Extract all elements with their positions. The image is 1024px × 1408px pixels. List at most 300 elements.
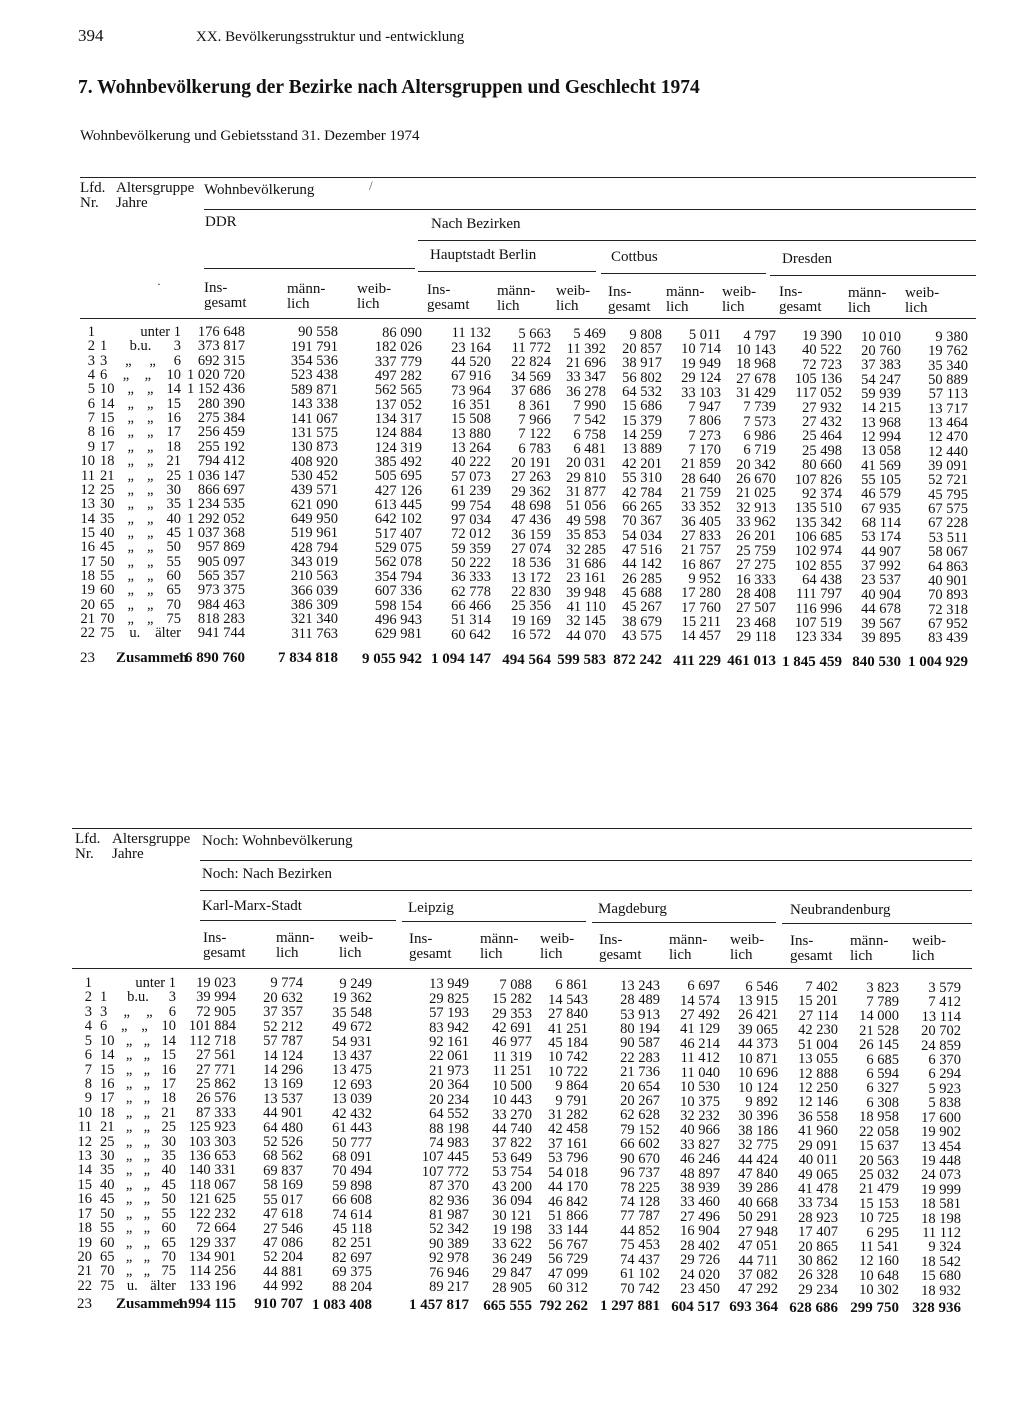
value-cell: 57 113 bbox=[928, 386, 968, 403]
value-cell: 7 573 bbox=[743, 413, 776, 430]
value-cell: 59 898 bbox=[332, 1177, 372, 1194]
age-group: 30 „ „ 35 bbox=[100, 496, 181, 513]
value-cell: 51 056 bbox=[566, 498, 606, 515]
subhead-line: gesamt bbox=[204, 295, 247, 311]
value-cell: 47 618 bbox=[263, 1206, 303, 1223]
value-cell: 866 697 bbox=[197, 481, 245, 498]
value-cell: 10 714 bbox=[681, 341, 721, 358]
value-cell: 137 052 bbox=[374, 396, 422, 413]
row-number: 22 bbox=[77, 1277, 92, 1294]
value-cell: 52 204 bbox=[263, 1249, 303, 1266]
value-cell: 21 759 bbox=[681, 484, 721, 501]
value-cell: 1 234 535 bbox=[187, 496, 245, 513]
value-cell: 19 198 bbox=[492, 1221, 532, 1238]
value-cell: 1 037 368 bbox=[187, 524, 245, 541]
t1-rule-4c bbox=[601, 273, 766, 274]
value-cell: 50 291 bbox=[738, 1209, 778, 1226]
subhead-line: weib- bbox=[912, 933, 947, 949]
value-cell: 114 256 bbox=[189, 1263, 236, 1280]
t2-stub-altersgruppe: Altersgruppe bbox=[112, 831, 191, 847]
value-cell: 26 145 bbox=[859, 1037, 899, 1054]
value-cell: 13 243 bbox=[620, 977, 660, 994]
value-cell: 530 452 bbox=[290, 467, 338, 484]
age-group: 1 b.u. 3 bbox=[100, 989, 176, 1006]
value-cell: 11 412 bbox=[680, 1050, 720, 1067]
age-group: 35 „ „ 40 bbox=[100, 510, 181, 527]
value-cell: 9 324 bbox=[928, 1239, 961, 1256]
value-cell: 18 581 bbox=[921, 1196, 961, 1213]
value-cell: 44 740 bbox=[492, 1120, 532, 1137]
value-cell: 373 817 bbox=[197, 338, 245, 355]
value-cell: 6 697 bbox=[687, 978, 720, 995]
value-cell: 118 067 bbox=[189, 1176, 236, 1193]
subhead-line: lich bbox=[276, 945, 299, 961]
value-cell: 46 214 bbox=[680, 1035, 720, 1052]
value-cell: 26 576 bbox=[196, 1090, 236, 1107]
value-cell: 57 787 bbox=[263, 1033, 303, 1050]
value-cell: 386 309 bbox=[290, 597, 338, 614]
value-cell: 529 075 bbox=[374, 540, 422, 557]
value-cell: 36 558 bbox=[798, 1108, 838, 1125]
value-cell: 90 587 bbox=[620, 1035, 660, 1052]
value-cell: 18 198 bbox=[921, 1210, 961, 1227]
value-cell: 818 283 bbox=[197, 611, 245, 627]
value-cell: 21 973 bbox=[429, 1062, 469, 1079]
age-group: 18 „ „ 21 bbox=[100, 1104, 176, 1121]
value-cell: 10 010 bbox=[861, 328, 901, 345]
value-cell: 89 217 bbox=[429, 1279, 469, 1296]
row-number: 21 bbox=[77, 1263, 92, 1280]
value-cell: 69 837 bbox=[263, 1162, 303, 1179]
t1-head: Wohnbevölkerung bbox=[204, 182, 315, 198]
table-row bbox=[0, 496, 1024, 518]
value-cell: 47 099 bbox=[548, 1265, 588, 1282]
t2-rule-4a bbox=[200, 920, 396, 921]
value-cell: 46 842 bbox=[548, 1193, 588, 1210]
age-group: 75 u. älter bbox=[100, 625, 181, 642]
value-cell: 23 161 bbox=[566, 570, 606, 587]
value-cell: 1 292 052 bbox=[187, 510, 245, 527]
subhead-line: lich bbox=[912, 948, 935, 964]
value-cell: 692 315 bbox=[197, 352, 245, 369]
value-cell: 18 932 bbox=[921, 1282, 961, 1299]
value-cell: 18 968 bbox=[736, 356, 776, 373]
table-row bbox=[0, 625, 1024, 647]
value-cell: 20 654 bbox=[620, 1078, 660, 1095]
table-row bbox=[0, 453, 1024, 475]
age-group: 10 „ „ 14 bbox=[100, 381, 181, 398]
age-group: 30 „ „ 35 bbox=[100, 1148, 176, 1165]
row-number: 14 bbox=[77, 1162, 92, 1179]
value-cell: 973 375 bbox=[197, 582, 245, 599]
value-cell: 27 771 bbox=[196, 1061, 236, 1078]
value-cell: 18 536 bbox=[511, 555, 551, 572]
value-cell: 10 648 bbox=[859, 1267, 899, 1284]
value-cell: 10 696 bbox=[738, 1065, 778, 1082]
value-cell: 38 939 bbox=[680, 1180, 720, 1197]
value-cell: 44 070 bbox=[566, 627, 606, 644]
value-cell: 20 563 bbox=[859, 1152, 899, 1169]
age-group: 18 „ „ 21 bbox=[100, 453, 181, 470]
t2-subhead bbox=[540, 932, 574, 962]
t1-subhead bbox=[204, 281, 247, 311]
value-cell: 12 250 bbox=[798, 1079, 838, 1096]
value-cell: 97 034 bbox=[451, 511, 491, 528]
t2-rule-4c bbox=[592, 922, 776, 923]
subhead-line: lich bbox=[540, 946, 563, 962]
value-cell: 143 338 bbox=[290, 396, 338, 413]
total-cell: 628 686 bbox=[789, 1299, 838, 1316]
total-label: Zusammen bbox=[116, 1296, 188, 1312]
value-cell: 941 744 bbox=[197, 625, 245, 642]
subhead-line: weib- bbox=[730, 932, 765, 948]
value-cell: 3 579 bbox=[928, 979, 961, 996]
value-cell: 337 779 bbox=[374, 353, 422, 370]
row-number: 8 bbox=[87, 424, 95, 441]
row-number: 20 bbox=[77, 1248, 92, 1265]
age-group: 15 „ „ 16 bbox=[100, 410, 181, 427]
value-cell: 44 373 bbox=[738, 1036, 778, 1053]
value-cell: 6 758 bbox=[573, 426, 606, 443]
row-number: 3 bbox=[87, 352, 95, 369]
value-cell: 354 794 bbox=[374, 568, 422, 585]
value-cell: 44 852 bbox=[620, 1222, 660, 1239]
value-cell: 51 866 bbox=[548, 1207, 588, 1224]
value-cell: 62 628 bbox=[620, 1107, 660, 1124]
t1-subhead bbox=[722, 285, 756, 315]
value-cell: 13 968 bbox=[861, 414, 901, 431]
value-cell: 28 489 bbox=[620, 992, 660, 1009]
value-cell: 343 019 bbox=[290, 554, 338, 571]
value-cell: 33 144 bbox=[548, 1222, 588, 1239]
t1-total-row bbox=[0, 650, 1024, 671]
value-cell: 53 796 bbox=[548, 1150, 588, 1167]
value-cell: 10 871 bbox=[738, 1050, 778, 1067]
value-cell: 14 124 bbox=[263, 1047, 303, 1064]
value-cell: 621 090 bbox=[290, 496, 338, 513]
value-cell: 88 204 bbox=[332, 1278, 372, 1295]
subhead-line: Ins- bbox=[204, 280, 228, 296]
value-cell: 16 572 bbox=[511, 627, 551, 644]
value-cell: 64 532 bbox=[622, 384, 662, 401]
subhead-line: männ- bbox=[669, 932, 708, 948]
value-cell: 19 762 bbox=[928, 343, 968, 360]
age-group: 70 „ „ 75 bbox=[100, 1263, 176, 1280]
value-cell: 140 331 bbox=[188, 1162, 236, 1179]
subhead-line: lich bbox=[666, 299, 689, 315]
value-cell: 20 760 bbox=[861, 342, 901, 359]
value-cell: 13 169 bbox=[263, 1076, 303, 1093]
value-cell: 27 546 bbox=[263, 1220, 303, 1237]
value-cell: 8 361 bbox=[518, 397, 551, 414]
t2-nach-bezirken: Noch: Nach Bezirken bbox=[202, 866, 332, 882]
age-group: 3 „ „ 6 bbox=[100, 352, 181, 369]
value-cell: 49 672 bbox=[332, 1019, 372, 1036]
total-cell: 604 517 bbox=[671, 1298, 720, 1315]
value-cell: 36 094 bbox=[492, 1193, 532, 1210]
table-row bbox=[0, 1047, 1024, 1069]
value-cell: 47 840 bbox=[738, 1166, 778, 1183]
value-cell: 72 664 bbox=[196, 1220, 236, 1237]
value-cell: 27 833 bbox=[681, 528, 721, 545]
row-number: 10 bbox=[77, 1104, 92, 1121]
value-cell: 6 327 bbox=[866, 1080, 899, 1097]
row-number: 19 bbox=[77, 1234, 92, 1251]
total-cell: 299 750 bbox=[850, 1300, 899, 1316]
value-cell: 53 754 bbox=[492, 1164, 532, 1181]
t1-subhead bbox=[357, 282, 391, 312]
value-cell: 14 000 bbox=[859, 1008, 899, 1025]
value-cell: 517 407 bbox=[374, 525, 422, 542]
value-cell: 33 270 bbox=[492, 1106, 532, 1123]
value-cell: 523 438 bbox=[290, 367, 338, 384]
value-cell: 29 726 bbox=[680, 1252, 720, 1269]
row-number: 16 bbox=[77, 1191, 92, 1208]
value-cell: 130 873 bbox=[290, 439, 338, 456]
value-cell: 72 905 bbox=[196, 1003, 236, 1020]
value-cell: 44 881 bbox=[263, 1263, 303, 1280]
age-group: 25 „ „ 30 bbox=[100, 481, 181, 498]
value-cell: 6 546 bbox=[745, 978, 778, 995]
row-number: 11 bbox=[78, 1119, 92, 1136]
value-cell: 36 249 bbox=[492, 1250, 532, 1267]
value-cell: 66 466 bbox=[451, 597, 491, 614]
t1-subhead bbox=[287, 282, 325, 312]
value-cell: 29 091 bbox=[798, 1137, 838, 1154]
row-number: 1 bbox=[87, 324, 95, 340]
value-cell: 13 039 bbox=[332, 1091, 372, 1108]
value-cell: 54 018 bbox=[548, 1164, 588, 1181]
value-cell: 41 129 bbox=[680, 1021, 720, 1038]
value-cell: 64 552 bbox=[429, 1106, 469, 1123]
value-cell: 6 719 bbox=[743, 442, 776, 459]
age-group: 16 „ „ 17 bbox=[100, 1075, 176, 1092]
value-cell: 11 132 bbox=[451, 325, 491, 342]
value-cell: 40 011 bbox=[798, 1152, 838, 1169]
total-cell: 494 564 bbox=[502, 651, 551, 668]
value-cell: 7 990 bbox=[573, 398, 606, 414]
value-cell: 562 565 bbox=[374, 382, 422, 399]
subhead-line: lich bbox=[497, 298, 520, 314]
value-cell: 17 760 bbox=[681, 599, 721, 616]
value-cell: 5 838 bbox=[928, 1095, 961, 1112]
table1-top-rule bbox=[80, 177, 976, 178]
value-cell: 57 193 bbox=[429, 1005, 469, 1022]
value-cell: 9 249 bbox=[339, 975, 372, 992]
age-group: unter 1 bbox=[135, 975, 176, 991]
value-cell: 36 405 bbox=[681, 513, 721, 530]
value-cell: 55 310 bbox=[622, 470, 662, 487]
t1-ddr-label: DDR bbox=[205, 214, 237, 230]
value-cell: 13 880 bbox=[451, 425, 491, 442]
value-cell: 5 923 bbox=[928, 1080, 961, 1097]
value-cell: 15 686 bbox=[622, 398, 662, 415]
value-cell: 13 264 bbox=[451, 440, 491, 457]
value-cell: 7 542 bbox=[573, 412, 606, 429]
value-cell: 112 718 bbox=[189, 1032, 236, 1049]
value-cell: 321 340 bbox=[290, 611, 338, 628]
value-cell: 69 375 bbox=[332, 1264, 372, 1281]
value-cell: 6 370 bbox=[928, 1052, 961, 1069]
value-cell: 21 736 bbox=[620, 1064, 660, 1081]
value-cell: 29 234 bbox=[798, 1281, 838, 1298]
value-cell: 14 296 bbox=[263, 1061, 303, 1078]
value-cell: 39 948 bbox=[566, 584, 606, 601]
value-cell: 22 061 bbox=[429, 1048, 469, 1065]
t2-stub-jahre: Jahre bbox=[112, 846, 144, 862]
age-group: 17 „ „ 18 bbox=[100, 438, 181, 455]
age-group: 25 „ „ 30 bbox=[100, 1133, 176, 1150]
row-number: 10 bbox=[80, 453, 95, 470]
value-cell: 11 392 bbox=[566, 340, 606, 357]
value-cell: 20 857 bbox=[622, 341, 662, 358]
age-group: 14 „ „ 15 bbox=[100, 395, 181, 412]
subhead-line: weib- bbox=[556, 283, 591, 299]
value-cell: 1 020 720 bbox=[187, 367, 245, 384]
value-cell: 48 698 bbox=[511, 497, 551, 514]
value-cell: 55 017 bbox=[263, 1191, 303, 1208]
value-cell: 957 869 bbox=[197, 539, 245, 556]
value-cell: 29 124 bbox=[681, 370, 721, 387]
t2-subhead bbox=[203, 931, 246, 961]
value-cell: 45 267 bbox=[622, 599, 662, 616]
t2-rule-5 bbox=[72, 968, 972, 969]
age-group: 1 b.u. 3 bbox=[100, 338, 181, 355]
value-cell: 77 787 bbox=[620, 1208, 660, 1225]
table-row bbox=[0, 1220, 1024, 1242]
row-number: 18 bbox=[80, 567, 95, 584]
value-cell: 13 464 bbox=[928, 415, 968, 432]
value-cell: 3 823 bbox=[866, 979, 899, 996]
value-cell: 497 282 bbox=[374, 367, 422, 384]
value-cell: 111 797 bbox=[795, 586, 842, 603]
value-cell: 12 160 bbox=[859, 1253, 899, 1270]
t1-stub-jahre: Jahre bbox=[116, 195, 148, 211]
value-cell: 25 862 bbox=[196, 1075, 236, 1092]
value-cell: 31 877 bbox=[566, 484, 606, 501]
value-cell: 12 470 bbox=[928, 429, 968, 446]
value-cell: 46 977 bbox=[492, 1034, 532, 1051]
value-cell: 21 025 bbox=[736, 485, 776, 502]
table-row bbox=[0, 1277, 1024, 1299]
value-cell: 10 124 bbox=[738, 1079, 778, 1096]
value-cell: 311 763 bbox=[291, 625, 338, 642]
age-group: 21 „ „ 25 bbox=[100, 1119, 176, 1136]
row-number: 17 bbox=[80, 553, 95, 570]
value-cell: 176 648 bbox=[197, 324, 245, 340]
subhead-line: männ- bbox=[848, 285, 887, 301]
value-cell: 40 668 bbox=[738, 1194, 778, 1211]
value-cell: 15 379 bbox=[622, 412, 662, 429]
value-cell: 427 126 bbox=[374, 482, 422, 499]
value-cell: 124 884 bbox=[374, 425, 422, 442]
value-cell: 19 949 bbox=[681, 355, 721, 372]
total-cell: 1 994 115 bbox=[176, 1296, 236, 1312]
value-cell: 27 678 bbox=[736, 370, 776, 387]
t2-subhead bbox=[730, 933, 764, 963]
value-cell: 41 960 bbox=[798, 1123, 838, 1140]
value-cell: 42 201 bbox=[622, 455, 662, 472]
value-cell: 125 923 bbox=[188, 1119, 236, 1136]
subhead-line: männ- bbox=[666, 284, 705, 300]
value-cell: 52 212 bbox=[263, 1018, 303, 1035]
value-cell: 10 725 bbox=[859, 1210, 899, 1227]
value-cell: 649 950 bbox=[290, 510, 338, 527]
value-cell: 6 295 bbox=[866, 1224, 899, 1241]
value-cell: 16 904 bbox=[680, 1223, 720, 1240]
row-number: 15 bbox=[80, 524, 95, 541]
value-cell: 9 791 bbox=[555, 1092, 588, 1109]
value-cell: 105 136 bbox=[794, 371, 842, 388]
value-cell: 54 931 bbox=[332, 1033, 372, 1050]
value-cell: 10 500 bbox=[492, 1077, 532, 1094]
row-number: 23 bbox=[80, 650, 95, 666]
value-cell: 11 541 bbox=[859, 1239, 899, 1256]
value-cell: 32 285 bbox=[566, 541, 606, 558]
value-cell: 36 333 bbox=[451, 569, 491, 586]
value-cell: 6 481 bbox=[573, 441, 606, 458]
value-cell: 58 067 bbox=[928, 544, 968, 561]
value-cell: 589 871 bbox=[290, 381, 338, 398]
value-cell: 66 602 bbox=[620, 1136, 660, 1153]
age-group: 3 „ „ 6 bbox=[100, 1003, 176, 1020]
value-cell: 26 285 bbox=[622, 570, 662, 587]
value-cell: 99 754 bbox=[451, 497, 491, 514]
value-cell: 42 432 bbox=[332, 1105, 372, 1122]
row-number: 18 bbox=[77, 1220, 92, 1237]
subhead-line: männ- bbox=[480, 931, 519, 947]
value-cell: 52 721 bbox=[928, 472, 968, 489]
value-cell: 28 923 bbox=[798, 1209, 838, 1226]
age-group: 40 „ „ 45 bbox=[100, 524, 181, 541]
value-cell: 44 678 bbox=[861, 601, 901, 618]
value-cell: 13 717 bbox=[928, 400, 968, 417]
table2-top-rule bbox=[72, 828, 972, 829]
value-cell: 16 351 bbox=[451, 397, 491, 414]
row-number: 6 bbox=[87, 395, 95, 412]
value-cell: 74 128 bbox=[620, 1193, 660, 1210]
value-cell: 439 571 bbox=[290, 482, 338, 499]
t2-total-row bbox=[0, 1296, 1024, 1317]
value-cell: 40 901 bbox=[928, 572, 968, 589]
value-cell: 210 563 bbox=[290, 568, 338, 585]
value-cell: 6 783 bbox=[518, 440, 551, 457]
value-cell: 67 935 bbox=[861, 500, 901, 517]
value-cell: 15 282 bbox=[492, 991, 532, 1008]
value-cell: 42 458 bbox=[548, 1121, 588, 1138]
row-number: 4 bbox=[84, 1018, 92, 1035]
value-cell: 15 201 bbox=[798, 993, 838, 1010]
value-cell: 21 696 bbox=[566, 354, 606, 371]
value-cell: 565 357 bbox=[197, 567, 245, 584]
t1-rule-2 bbox=[204, 209, 976, 210]
row-number: 7 bbox=[87, 410, 95, 427]
t2-group-leipzig: Leipzig bbox=[408, 900, 454, 916]
t2-rule-4b bbox=[402, 921, 586, 922]
value-cell: 7 806 bbox=[688, 413, 721, 430]
subhead-line: männ- bbox=[287, 281, 326, 297]
age-group: 15 „ „ 16 bbox=[100, 1061, 176, 1078]
total-cell: 910 707 bbox=[254, 1296, 303, 1313]
value-cell: 82 697 bbox=[332, 1249, 372, 1266]
t2-subhead bbox=[339, 931, 373, 961]
total-cell: 1 457 817 bbox=[409, 1297, 469, 1314]
value-cell: 45 688 bbox=[622, 584, 662, 601]
value-cell: 23 450 bbox=[680, 1280, 720, 1297]
value-cell: 366 039 bbox=[290, 582, 338, 599]
value-cell: 38 186 bbox=[738, 1122, 778, 1139]
value-cell: 39 895 bbox=[861, 629, 901, 646]
